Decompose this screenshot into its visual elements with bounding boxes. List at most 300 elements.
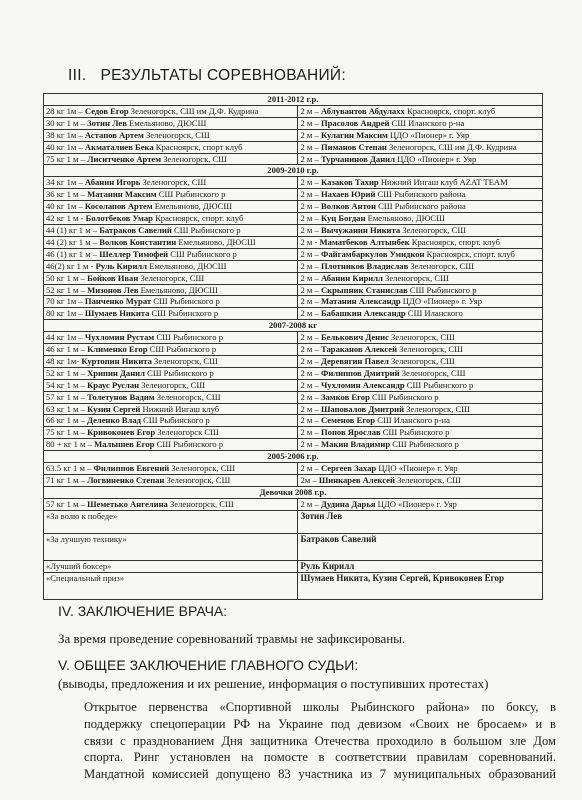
- weight-place: 2 м –: [300, 296, 321, 307]
- athlete-club: Нижний Ингаш клуб AZAT TEAM: [378, 177, 508, 188]
- award-row: [44, 560, 543, 572]
- athlete-name: Тараканов Алексей: [320, 344, 398, 355]
- result-row: [44, 189, 543, 201]
- result-cell: [298, 129, 543, 141]
- result-row: [44, 213, 543, 225]
- result-row: [44, 498, 543, 510]
- athlete-club: Емельяново, ДЮСШ: [176, 236, 256, 247]
- athlete-club: Зеленогорск, СШ: [404, 403, 470, 414]
- athlete-club: СШ Иланского р-на: [375, 415, 450, 426]
- weight-place: 44 (1) кг 1 м –: [46, 224, 100, 235]
- weight-place: 2 м –: [300, 367, 321, 378]
- athlete-club: Зеленогорск, СШ: [169, 463, 236, 474]
- result-row: [44, 463, 543, 475]
- result-row: [44, 475, 543, 487]
- year-group-row: [44, 486, 543, 498]
- athlete-club: СШ Рыбинского р: [407, 284, 477, 295]
- weight-place: 75 кг 1 м –: [46, 427, 88, 438]
- athlete-club: Зеленогорск, СШ им Д.Ф. Кудрина: [128, 105, 259, 116]
- athlete-club: Емельяново, ДЮСШ: [126, 117, 207, 128]
- result-row: [44, 415, 543, 427]
- result-row: [44, 391, 543, 403]
- result-cell: [44, 344, 298, 356]
- result-row: [44, 117, 543, 129]
- year-group-row: [44, 320, 543, 332]
- result-cell: [298, 463, 543, 475]
- athlete-name: Белькович Денис: [320, 332, 389, 343]
- athlete-club: Зеленогорск, СШ: [397, 344, 463, 355]
- athlete-name: Пиманов Степан: [320, 141, 387, 152]
- result-cell: [44, 248, 298, 260]
- athlete-club: Зеленогорск, СШ: [394, 475, 461, 485]
- athlete-club: Зеленогорск, СШ: [400, 224, 466, 235]
- weight-place: 40 кг 1м –: [46, 201, 85, 212]
- result-cell: [298, 189, 543, 201]
- athlete-club: ЦДО «Пионер» г. Уяр: [400, 296, 482, 307]
- weight-place: 2 м –: [300, 272, 321, 283]
- result-cell: [44, 332, 298, 344]
- award-label: «Специальный приз»: [44, 572, 298, 599]
- athlete-club: Зеленогорск СШ: [155, 427, 219, 438]
- athlete-club: СШ Рыбинского р: [154, 332, 223, 343]
- athlete-name: Волков Константин: [99, 236, 177, 247]
- year-group-row: [44, 165, 543, 177]
- athlete-name: Лиситченко Артем: [87, 153, 162, 164]
- athlete-name: Логвиненко Степан: [87, 475, 165, 485]
- result-cell: [298, 367, 543, 379]
- athlete-club: СШ Рыбинского района: [375, 189, 466, 200]
- judge-text-line: Мандатной комиссией допущено 83 участника из 7 муниципальных образований: [84, 767, 556, 782]
- weight-place: 80 + кг 1 м –: [46, 439, 95, 450]
- weight-place: 2 м –: [300, 463, 321, 474]
- weight-place: 71 кг 1 м –: [46, 475, 88, 485]
- athlete-club: СШ Рыбинского р: [369, 391, 439, 402]
- athlete-name: Филиппов Евгений: [93, 463, 170, 474]
- result-cell: [298, 224, 543, 236]
- athlete-club: СШ Рыбинского р: [380, 427, 450, 438]
- athlete-club: СШ Рыбинского р: [156, 189, 226, 200]
- award-winner: Руль Кирилл: [298, 560, 543, 572]
- weight-place: 2 м –: [300, 224, 321, 235]
- weight-place: 2 м –: [300, 403, 321, 414]
- athlete-club: СШ Рыбинского района: [375, 201, 466, 212]
- award-label: «За лучшую технику»: [44, 533, 298, 560]
- weight-place: 52 кг 1 м –: [46, 284, 88, 295]
- result-cell: [298, 355, 543, 367]
- athlete-name: Клименко Егор: [87, 344, 148, 355]
- result-cell: [44, 153, 298, 165]
- result-row: [44, 355, 543, 367]
- result-cell: [44, 260, 298, 272]
- athlete-club: Зеленогорск, СШ: [139, 379, 205, 390]
- year-group-label: 2005-2006 г.р.: [44, 451, 543, 463]
- result-cell: [298, 141, 543, 153]
- result-cell: [298, 272, 543, 284]
- athlete-club: Зеленогорск, СШ: [140, 177, 207, 188]
- result-row: [44, 427, 543, 439]
- athlete-name: Нахаев Юрий: [320, 189, 376, 200]
- athlete-name: Малышев Егор: [94, 439, 155, 450]
- weight-place: 46(2) кг 1 м -: [46, 260, 96, 271]
- athlete-name: Чухломин Рустам: [84, 332, 155, 343]
- weight-place: 28 кг 1м –: [46, 105, 85, 116]
- athlete-name: Плотников Владислав: [320, 260, 409, 271]
- weight-place: 2 м –: [300, 332, 321, 343]
- result-cell: [44, 177, 298, 189]
- result-cell: [298, 475, 543, 487]
- section-heading: РЕЗУЛЬТАТЫ СОРЕВНОВАНИЙ:: [100, 67, 346, 84]
- weight-place: 2 м –: [300, 308, 321, 319]
- weight-place: 40 кг 1м –: [46, 141, 85, 152]
- results-table-body: [44, 94, 543, 600]
- athlete-name: Шумаев Никита: [84, 308, 150, 319]
- athlete-name: Деленко Влад: [87, 415, 141, 426]
- athlete-club: Красноярск, спорт. клуб: [424, 248, 515, 259]
- weight-place: 2 м –: [300, 260, 321, 271]
- result-cell: [298, 260, 543, 272]
- weight-place: 2 м –: [300, 177, 321, 188]
- athlete-name: Сергеев Захар: [320, 463, 377, 474]
- result-cell: [298, 391, 543, 403]
- result-cell: [44, 141, 298, 153]
- athlete-club: СШ Рыбинского р: [404, 379, 474, 390]
- result-row: [44, 236, 543, 248]
- weight-place: 50 кг 1 м –: [46, 272, 88, 283]
- result-cell: [44, 129, 298, 141]
- result-cell: [44, 105, 298, 117]
- award-row: [44, 572, 543, 599]
- athlete-club: СШ Рыбинского р: [149, 308, 219, 319]
- athlete-club: Красноярск, спорт. клуб: [152, 213, 244, 224]
- year-group-label: 2007-2008 кг: [44, 320, 543, 332]
- weight-place: 54 кг 1 м –: [46, 379, 88, 390]
- weight-place: 2 м –: [300, 213, 321, 224]
- athlete-name: Абанин Игорь: [84, 177, 141, 188]
- athlete-name: Семенов Егор: [320, 415, 376, 426]
- athlete-name: Куртопин Никита: [81, 355, 152, 366]
- judge-text-line: спорта. Ринг установлен на помосте в соответствии правилам соревнований.: [84, 750, 556, 765]
- result-cell: [298, 403, 543, 415]
- weight-place: 2 м –: [300, 189, 321, 200]
- athlete-name: Косолапов Артем: [84, 201, 153, 212]
- result-cell: [44, 201, 298, 213]
- athlete-club: СШ Рыбинского р: [154, 439, 224, 450]
- athlete-club: Емельяново, ДЮСШ: [152, 201, 233, 212]
- award-label: «За волю к победе»: [44, 510, 298, 533]
- athlete-club: Зеленогорск, СШ: [388, 355, 455, 366]
- athlete-name: Куц Богдан: [320, 213, 366, 224]
- award-winner: Батраков Савелий: [298, 533, 543, 560]
- weight-place: 2 м –: [300, 105, 321, 116]
- athlete-club: Емельяново, ДЮСШ: [138, 284, 218, 295]
- athlete-name: Дудина Дарья: [320, 498, 376, 509]
- award-label: «Лучший боксер»: [44, 560, 298, 572]
- result-row: [44, 367, 543, 379]
- weight-place: 66 кг 1 м –: [46, 415, 88, 426]
- athlete-name: Файгамбаркулов Умидкон: [320, 248, 425, 259]
- weight-place: 80 кг 1м –: [46, 308, 85, 319]
- athlete-name: Шинкарев Алексей: [318, 475, 395, 485]
- athlete-club: ЦДО «Пионер» г. Уяр: [375, 498, 457, 509]
- weight-place: 2 м –: [300, 141, 321, 152]
- year-group-label: 2009-2010 г.р.: [44, 165, 543, 177]
- result-cell: [298, 427, 543, 439]
- athlete-club: Красноярск, спорт. клуб: [409, 236, 501, 247]
- weight-place: 75 кг 1 м –: [46, 153, 88, 164]
- result-cell: [44, 463, 298, 475]
- athlete-name: Болотбеков Умар: [85, 213, 153, 224]
- result-row: [44, 105, 543, 117]
- athlete-name: Матанин Александр: [320, 296, 401, 307]
- judge-text-line: Открытое первенства «Спортивной школы Рыбинского района» по боксу, в: [84, 700, 556, 714]
- athlete-name: Шеметько Ангелина: [87, 498, 168, 509]
- athlete-name: Прасолов Андрей: [320, 117, 390, 128]
- weight-place: 2м –: [300, 475, 319, 485]
- result-cell: [298, 248, 543, 260]
- athlete-name: Казаков Тахир: [320, 177, 379, 188]
- weight-place: 2 м –: [300, 415, 321, 426]
- result-cell: [298, 201, 543, 213]
- result-row: [44, 379, 543, 391]
- athlete-club: СШ Рыбинского р: [171, 224, 241, 235]
- athlete-name: Чухломин Александр: [320, 379, 405, 390]
- weight-place: 57 кг 1 м –: [46, 391, 88, 402]
- weight-place: 36 кг 1 м –: [46, 189, 88, 200]
- athlete-name: Макин Владимир: [320, 439, 391, 450]
- athlete-club: Зеленогорск, СШ: [143, 129, 210, 140]
- athlete-name: Аблувантов Абдулахх: [320, 105, 405, 116]
- athlete-name: Филиппов Дмитрий: [320, 367, 400, 378]
- result-cell: [44, 117, 298, 129]
- athlete-name: Скрыпник Станислав: [320, 284, 408, 295]
- athlete-club: СШ Иланского р-на: [389, 117, 465, 128]
- result-cell: [44, 236, 298, 248]
- weight-place: 38 кг 1м –: [46, 129, 85, 140]
- result-cell: [44, 403, 298, 415]
- result-row: [44, 308, 543, 320]
- athlete-club: Емельяново, ДЮСШ: [365, 213, 445, 224]
- result-row: [44, 153, 543, 165]
- athlete-name: Зотин Лев: [87, 117, 127, 128]
- athlete-name: Кривоконев Егор: [87, 427, 156, 438]
- judge-text-line: связи с празднованием Дня защитника Отечества проходило в большом зле Дом: [84, 733, 556, 748]
- athlete-name: Бабашкин Александр: [320, 308, 406, 319]
- weight-place: 2 м –: [300, 129, 321, 140]
- result-cell: [298, 153, 543, 165]
- athlete-club: Зеленогорск, СШ: [167, 498, 234, 509]
- award-row: [44, 510, 543, 533]
- result-row: [44, 248, 543, 260]
- result-cell: [44, 355, 298, 367]
- result-cell: [298, 415, 543, 427]
- athlete-club: СШ Рыбинского р: [390, 439, 459, 450]
- weight-place: 2 м –: [300, 153, 321, 164]
- result-cell: [298, 177, 543, 189]
- result-row: [44, 272, 543, 284]
- weight-place: 46 (1) кг 1 м –: [46, 248, 100, 259]
- result-cell: [44, 379, 298, 391]
- athlete-name: Хрипин Данил: [87, 367, 145, 378]
- athlete-name: Астапов Артем: [84, 129, 144, 140]
- award-winner: Шумаев Никита, Кузин Сергей, Кривоконев Егор: [298, 572, 543, 599]
- athlete-club: Зеленогорск, СШ: [399, 367, 466, 378]
- award-row: [44, 533, 543, 560]
- athlete-name: Замков Егор: [320, 391, 370, 402]
- athlete-name: Краус Руслан: [87, 379, 140, 390]
- athlete-club: Зеленогорск, СШ: [388, 332, 455, 343]
- award-winner: Зотин Лев: [298, 510, 543, 533]
- athlete-club: Зеленогорск, СШ: [138, 272, 205, 283]
- athlete-name: Кузин Сергей: [87, 403, 141, 414]
- athlete-club: Красноярск, спорт. клуб: [404, 105, 496, 116]
- judge-text-line: поддержку спецоперации РФ на Украине под девизом «Своих не бросаем» и в: [84, 716, 556, 731]
- athlete-club: ЦДО «Пионер» г. Уяр: [376, 463, 458, 474]
- weight-place: 52 кг 1 м –: [46, 367, 88, 378]
- result-cell: [44, 296, 298, 308]
- results-table: [43, 93, 543, 600]
- weight-place: 63.5 кг 1 м –: [46, 463, 94, 474]
- weight-place: 2 м –: [300, 201, 321, 212]
- doctor-text: За время проведение соревнований травмы не зафиксированы.: [58, 631, 406, 646]
- weight-place: 44 кг 1м –: [46, 332, 85, 343]
- judge-subheading: (выводы, предложения и их решение, информация о поступивших протестах): [58, 676, 489, 691]
- weight-place: 2 м –: [300, 391, 321, 402]
- section-title-results: [68, 67, 346, 85]
- athlete-club: Красноярск, спорт клуб: [153, 141, 243, 152]
- result-cell: [298, 213, 543, 225]
- result-cell: [298, 379, 543, 391]
- athlete-club: Зеленогорск, СШ: [151, 355, 218, 366]
- result-cell: [44, 439, 298, 451]
- result-row: [44, 344, 543, 356]
- athlete-club: Зеленогорск, СШ им Д.Ф. Кудрина: [386, 141, 517, 152]
- athlete-name: Толетунов Вадим: [87, 391, 155, 402]
- athlete-club: Зеленогорск, СШ: [161, 153, 227, 164]
- year-group-label: 2011-2012 г.р.: [44, 94, 543, 106]
- weight-place: 2 м –: [300, 427, 321, 438]
- athlete-name: Деревягин Павел: [320, 355, 389, 366]
- athlete-club: СШ Рыбинского р: [147, 344, 217, 355]
- result-cell: [44, 415, 298, 427]
- result-row: [44, 403, 543, 415]
- section-numeral: III.: [68, 67, 87, 84]
- judge-heading: V. ОБЩЕЕ ЗАКЛЮЧЕНИЕ ГЛАВНОГО СУДЬИ:: [58, 657, 359, 673]
- athlete-name: Мизонов Лев: [87, 284, 139, 295]
- athlete-club: ЦДО «Пионер» г. Уяр: [387, 129, 470, 140]
- judge-conclusion-text: [84, 699, 556, 783]
- athlete-name: Маматбеков Алтынбек: [319, 236, 410, 247]
- result-cell: [44, 308, 298, 320]
- athlete-name: Панченко Мурат: [84, 296, 152, 307]
- athlete-club: Емельяново, ДЮСШ: [147, 260, 227, 271]
- weight-place: 70 кг 1м –: [46, 296, 85, 307]
- athlete-name: Волков Антон: [320, 201, 376, 212]
- result-row: [44, 296, 543, 308]
- athlete-name: Шеллер Тимофей: [99, 248, 169, 259]
- result-cell: [298, 498, 543, 510]
- result-cell: [44, 284, 298, 296]
- result-cell: [44, 224, 298, 236]
- athlete-club: Зеленогорск, СШ: [382, 272, 449, 283]
- weight-place: 2 м –: [300, 439, 321, 450]
- result-cell: [298, 439, 543, 451]
- athlete-name: Турчанинов Данил: [320, 153, 395, 164]
- result-row: [44, 141, 543, 153]
- weight-place: 63 кг 1 м –: [46, 403, 88, 414]
- result-row: [44, 332, 543, 344]
- weight-place: 2 м –: [300, 379, 321, 390]
- result-row: [44, 439, 543, 451]
- athlete-club: СШ Рыбинского р: [151, 296, 220, 307]
- weight-place: 2 м –: [300, 248, 321, 259]
- athlete-name: Батраков Савелий: [99, 224, 172, 235]
- result-cell: [44, 367, 298, 379]
- doctor-heading: IV. ЗАКЛЮЧЕНИЕ ВРАЧА:: [58, 603, 228, 619]
- weight-place: 2 м -: [300, 236, 320, 247]
- athlete-name: Шаповалов Дмитрий: [320, 403, 405, 414]
- result-cell: [44, 213, 298, 225]
- weight-place: 44 (2) кг 1 м –: [46, 236, 100, 247]
- athlete-club: Зеленогорск, СШ: [154, 391, 221, 402]
- result-row: [44, 224, 543, 236]
- athlete-name: Бойков Иван: [87, 272, 139, 283]
- athlete-club: Зеленогорск, СШ: [408, 260, 475, 271]
- weight-place: 2 м –: [300, 284, 321, 295]
- result-cell: [298, 296, 543, 308]
- result-cell: [44, 427, 298, 439]
- athlete-name: Акматалиев Бека: [84, 141, 154, 152]
- athlete-name: Попов Ярослав: [320, 427, 381, 438]
- result-cell: [298, 105, 543, 117]
- result-cell: [298, 117, 543, 129]
- year-group-row: [44, 451, 543, 463]
- athlete-name: Матанин Максим: [87, 189, 157, 200]
- weight-place: 48 кг 1м-: [46, 355, 82, 366]
- result-cell: [44, 475, 298, 487]
- athlete-name: Седов Егор: [84, 105, 129, 116]
- result-cell: [298, 332, 543, 344]
- athlete-name: Кулагин Максим: [320, 129, 388, 140]
- weight-place: 34 кг 1м –: [46, 177, 85, 188]
- weight-place: 2 м –: [300, 355, 321, 366]
- result-row: [44, 177, 543, 189]
- athlete-name: Вычужанин Никита: [320, 224, 401, 235]
- result-cell: [44, 391, 298, 403]
- athlete-club: СШ Иланского: [405, 308, 463, 319]
- weight-place: 42 кг 1 м -: [46, 213, 86, 224]
- weight-place: 30 кг 1 м –: [46, 117, 88, 128]
- athlete-club: СШ Рыбинского р: [140, 415, 210, 426]
- athlete-name: Абанин Кирилл: [320, 272, 383, 283]
- year-group-row: [44, 94, 543, 106]
- result-cell: [298, 308, 543, 320]
- result-row: [44, 129, 543, 141]
- year-group-label: Девочки 2008 г.р.: [44, 486, 543, 498]
- weight-place: 57 кг 1 м –: [46, 498, 88, 509]
- result-cell: [298, 344, 543, 356]
- weight-place: 46 кг 1 м –: [46, 344, 88, 355]
- result-cell: [44, 498, 298, 510]
- athlete-name: Руль Кирилл: [95, 260, 148, 271]
- result-cell: [44, 189, 298, 201]
- athlete-club: Нижний Ингаш клуб: [140, 403, 220, 414]
- result-cell: [298, 284, 543, 296]
- athlete-club: Зеленогорск, СШ: [164, 475, 231, 485]
- weight-place: 2 м –: [300, 344, 321, 355]
- athlete-club: ЦДО «Пионер» г. Уяр: [394, 153, 477, 164]
- weight-place: 2 м –: [300, 117, 321, 128]
- athlete-club: СШ Рыбинского р: [144, 367, 214, 378]
